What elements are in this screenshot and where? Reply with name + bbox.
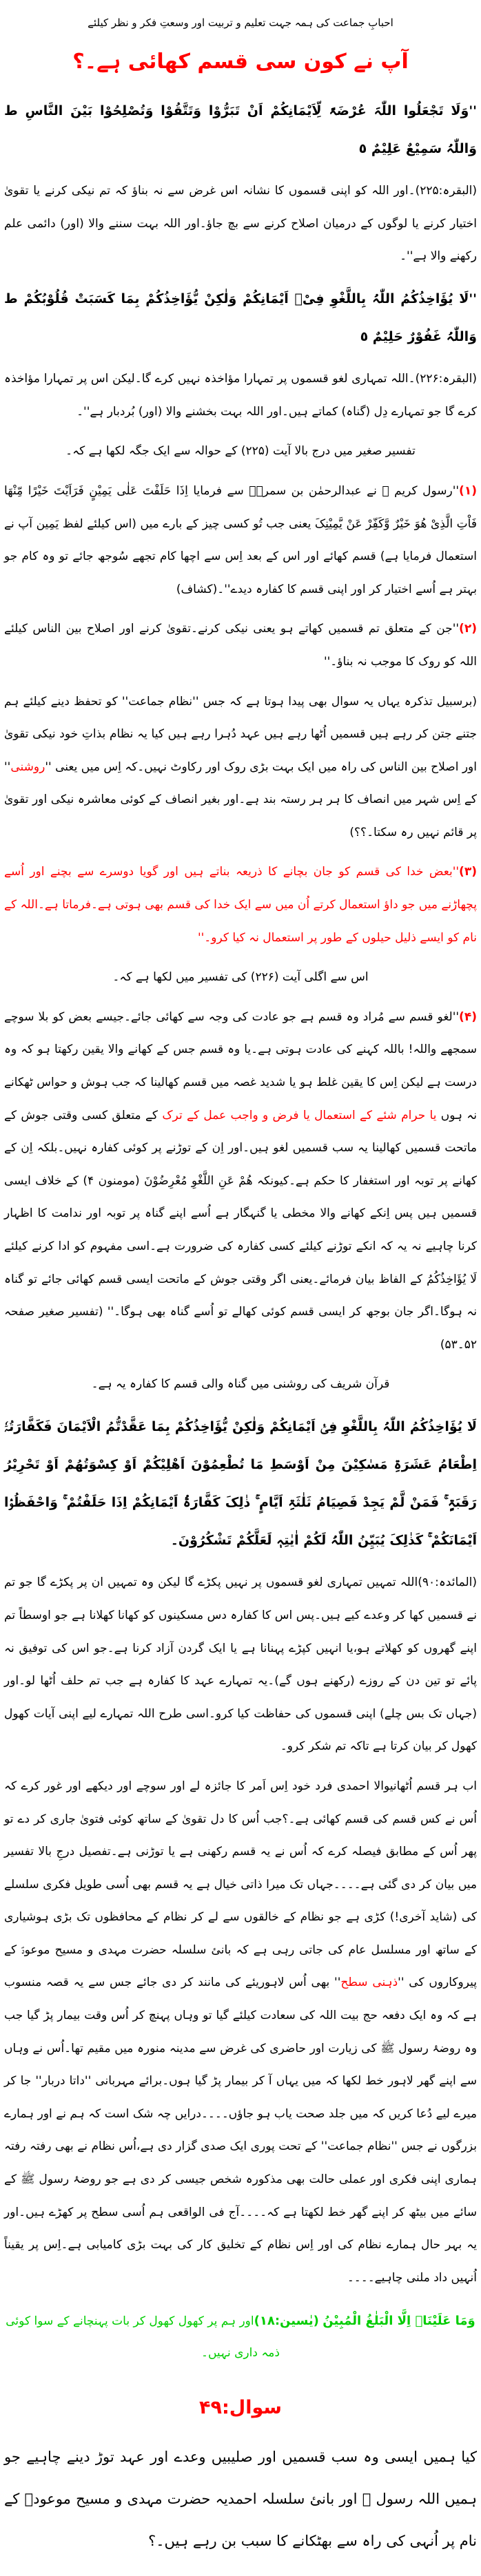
reflection-highlight-zehni-satah: ذہنی سطح [340,1976,398,1990]
tafsir-item-1 [4,475,477,606]
aside-commentary [4,686,477,850]
aside-text-pre: (برسبیل تذکرہ یہاں یہ سوال بھی پیدا ہوتا ہے کہ جس ''نظام جماعت'' کو تحفظ دینے کیلئے ہم جتنے جتن کر رہے ہیں قسمیں اُٹھا رہے ہیں عہد دُہرا رہے ہیں کیا یہ نظام بذاتِ خود نیکی تقویٰ اور اصلاح بین الناس کی راہ میں ایک بہت بڑی روک اور رکاوٹ نہیں۔کہ اِس میں یعنی '' [4,694,477,774]
item-1-text: ''رسول کریم ﷺ نے عبدالرحمٰن بن سمرہؓ سے فرمایا اِذَا حَلَفْتَ عَلٰی یَمِیْنٍ فَرَاَیْتَ خَیْرًا مِّنْھَا فَاْتِ الَّذِیْ ھُوَ خَیْرٌ وَّکَفِّرْ عَنْ یَّمِیْنِکَ یعنی جب تُو کسی چیز کے بارے میں (اس کیلئے لفظ یَمِین آپ نے استعمال فرمایا ہے) قسم کھائے اور اس کے بعد اِس سے اچھا کام تجھے سُوجھ جائے تو وہ کام جو بہتر ہے اُسے اختیار کر اور اپنی قسم کا کفارہ دیدے''۔(کشاف) [4,483,477,596]
tafsir-reference-note-1: تفسیر صغیر میں درج بالا آیت (۲۲۵) کے حوالہ سے ایک جگہ لکھا ہے کہ۔ [65,444,416,459]
item-3-text: ''بعض خدا کی قسم کو جان بچانے کا ذریعہ بناتے ہیں اور گویا دوسرے سے بچنے اور اُسے پچھاڑنے میں جو داؤ استعمال کرتے اُن میں سے ایک خدا کی قسم بھی ہوتی ہے۔فرماتا ہے۔اللہ کے نام کو ایسے ذلیل حیلوں کے طور پر استعمال نہ کیا کرو۔'' [4,865,477,945]
quran-verse-maidah-90: لَا یُؤَاخِذُکُمُ اللّٰہُ بِاللَّغْوِ فِیْۤ اَیْمَانِکُمْ وَلٰکِنْ یُّؤَاخِذُکُمْ بِمَا عَقَّدْتُّمُ الْاَیْمَانَ فَکَفَّارَتُہٗۤ اِطْعَامُ عَشَرَۃِ مَسٰکِیْنَ مِنْ اَوْسَطِ مَا تُطْعِمُوْنَ اَھْلِیْکُمْ اَوْ کِسْوَتُھُمْ اَوْ تَحْرِیْرُ رَقَبَۃٍ ۚ فَمَنْ لَّمْ یَجِدْ فَصِیَامُ ثَلٰثَۃِ اَیَّامٍ ۚ ذٰلِکَ کَفَّارَۃُ اَیْمَانِکُمْ اِذَا حَلَفْتُمْ ۚ وَاحْفَظُوْۤا اَیْمَانَکُمْ ۚ کَذٰلِکَ یُبَیِّنُ اللّٰہُ لَکُمْ اٰیٰتِہٖ لَعَلَّکُمْ تَشْکُرُوْنَ۔ [4,1418,477,1549]
question-heading: سوال:۴۹ [199,2397,282,2419]
tafsir-item-2 [4,613,477,678]
translation-baqarah-226: (البقرہ:۲۲۶)۔اللہ تمہاری لغو قسموں پر تمہارا مؤاخذہ نہیں کرے گا۔لیکن اس پر تمہارا مؤاخذہ کرے گا جو تمہارے دِل (گناہ) کماتے ہیں۔اور اللہ بہت بخشنے والا (اور) بُردبار ہے''۔ [4,372,477,419]
item-4-number: (۴) [459,1009,477,1024]
reflection-text-post: '' بھی اُس لاہوریئے کی مانند کر دی جائے جس سے یہ قصہ منسوب ہے کہ وہ ایک دفعہ حج بیت اللہ کی سعادت کیلئے گیا تو وہاں پہنچ کر اُس وقت بیمار پڑ گیا جب وہ روضۂ رسول ﷺ کی زیارت اور حاضری کی غرض سے مدینہ منورہ میں مقیم تھا۔اُس نے وہاں سے اپنے گھر لاہور خط لکھا کہ میں یہاں آ کر بیمار پڑ گیا ہوں۔برائے مہربانی ''داتا دربار'' جا کر میرے لیے دُعا کریں کہ میں جلد صحت یاب ہو جاؤں۔۔۔۔درایں چہ شک است کہ ہم نے اور ہمارے بزرگوں نے جس ''نظام جماعت'' کے تحت پوری ایک صدی گزار دی ہے،اُس نظام نے بھی رفتہ رفتہ ہماری اپنی فکری اور عملی حالت بھی مذکورہ شخص جیسی کر دی ہے جو روضۂ رسول ﷺ کے سائے میں بیٹھ کر اپنے گھر خط لکھتا ہے کہ۔۔۔۔آج فی الواقعی ہم اُسی سطح پر کھڑے ہیں۔اور یہ بہر حال ہمارے نظام کی اور اِس نظام کے تخلیق کار کی بہت بڑی کامیابی ہے۔اِس پر یقیناً اُنہیں داد ملنی چاہیے۔۔۔۔ [4,1976,477,2285]
tafsir-reference-note-2: اس سے اگلی آیت (۲۲۶) کی تفسیر میں لکھا ہے کہ۔ [112,970,369,985]
green-quran-quote-line [4,2305,477,2368]
question-text: کیا ہمیں ایسی وہ سب قسمیں اور صلیبیں وعدے اور عہد توڑ دینے چاہیے جو ہمیں اللہ رسول ﷺ اور بانئ سلسلہ احمدیہ حضرت مہدی و مسیح موعودؑ کے نام پر اُنہی کی راہ سے بھٹکانے کا سبب بن رہے ہیں۔؟ [4,2448,477,2549]
quran-verse-baqarah-226: ''لَا یُؤَاخِذُکُمُ اللّٰہُ بِاللَّغْوِ فِیْۤ اَیْمَانِکُمْ وَلٰکِنْ یُّؤَاخِذُکُمْ بِمَا کَسَبَتْ قُلُوْبُکُمْ ط وَاللّٰہُ غَفُوْرٌ حَلِیْمٌ ٥ [4,291,477,345]
green-quote-reference: (یٰسین:۱۸) [254,2314,319,2329]
item-1-number: (۱) [459,483,477,498]
document-tagline: احبابِ جماعت کی ہمہ جہت تعلیم و تربیت اور وسعتِ فکر و نظر کیلئے [88,17,393,29]
quran-verse-baqarah-225: ''وَلَا تَجْعَلُوا اللّٰہَ عُرْضَۃً لِّاَیْمَانِکُمْ اَنْ تَبَرُّوْا وَتَتَّقُوْا وَتُصْلِحُوْا بَیْنَ النَّاسِ ط وَاللّٰہُ سَمِیْعٌ عَلِیْمٌ ٥ [4,103,477,157]
item-4-highlight: یا حرام شئے کے استعمال یا فرض و واجب عمل کے ترک [162,1108,437,1122]
translation-maidah-90: (المائدہ:۹۰)اللہ تمہیں تمہاری لغو قسموں پر نہیں پکڑے گا لیکن وہ تمہیں ان پر پکڑے گا جو تم نے قسمیں کھا کر وعدے کیے ہیں۔پس اس کا کفارہ دس مسکینوں کو کھانا کھلانا ہے جو اوسطاً تم اپنے گھروں کو کھلاتے ہو،یا انہیں کپڑے پہنانا ہے یا ایک گردن آزاد کرنا ہے۔جو اس کی توفیق نہ پائے تو تین دن کے روزے (رکھنے ہوں گے)۔یہ تمہارے عہد کا کفارہ ہے جب تم حلف اُٹھا لو۔اور (جہاں تک بس چلے) اپنی قسموں کی حفاظت کیا کرو۔اسی طرح اللہ تمہارے لیے اپنی آیات کھول کھول کر بیان کرتا ہے تاکہ تم شکر کرو۔ [4,1575,477,1754]
translation-baqarah-225: (البقرہ:۲۲۵)۔اور اللہ کو اپنی قسموں کا نشانہ اس غرض سے نہ بناؤ کہ تم نیکی کرنے یا تقویٰ اختیار کرنے یا لوگوں کے درمیان اصلاح کرنے سے بچ جاؤ۔اور اللہ بہت سننے والا (اور) دائمی علم رکھنے والا ہے''۔ [4,184,477,264]
kaffara-intro-note: قرآن شریف کی روشنی میں گناہ والی قسم کا کفارہ یہ ہے۔ [91,1377,390,1392]
item-2-text: ''جن کے متعلق تم قسمیں کھاتے ہو یعنی نیکی کرنے۔تقویٰ کرنے اور اصلاح بین الناس کیلئے اللہ کو روک کا موجب نہ بناؤ۔'' [4,622,477,669]
tafsir-item-4 [4,1001,477,1362]
item-4-text-post: کے متعلق کسی وقتی جوش کے ماتحت قسمیں کھالینا یہ سب قسمیں لغو ہیں۔اور اِن کے توڑنے پر کوئی کفارہ نہیں۔بلکہ اِن کے کھانے پر توبہ اور استغفار کا حکم ہے۔کیونکہ ھُمْ عَنِ اللَّغْوِ مُعْرِضُوْنَ (مومنون ۴) کے خلاف ایسی قسمیں ہیں پس اِنکے کھانے والا مخطی یا گنہگار ہے اُسے اپنے گناہ پر توبہ اور ندامت کا اظہار کرنا چاہیے نہ یہ کہ انکے توڑنے کیلئے کسی کفارہ کی ضرورت ہے۔اسی مفہوم کو ادا کرنے کیلئے لَا یُؤَاخِذُکُمُ کے الفاظ بیان فرمائے۔یعنی اگر وقتی جوش کے ماتحت ایسی قسم کھائی جائے تو گناہ نہ ہوگا۔اگر جان بوجھ کر ایسی قسم کوئی کھالے تو اُسے گناہ بھی ہوگا۔'' (تفسیر صغیر صفحہ ۵۲۔۵۳) [4,1108,477,1352]
aside-text-post: '' کے اِس شہر میں انصاف کا ہر ہر رستہ بند ہے۔اور بغیر انصاف کے کوئی معاشرہ نیکی اور تقویٰ پر قائم نہیں رہ سکتا۔؟؟) [4,760,477,839]
green-quote-arabic: وَمَا عَلَیْنَاۤ اِلَّا الْبَلٰغُ الْمُبِیْنُ [323,2314,475,2329]
reflection-text-pre: اب ہر قسم اُٹھانیوالا احمدی فرد خود اِس اَمر کا جائزہ لے اور سوچے اور دیکھے اور غور کرے کہ اُس نے کس قسم کی قسم کھائی ہے۔؟جب اُس کا دل تقویٰ کے ساتھ کوئی فتویٰ جاری کر دے تو پھر اُس کے مطابق فیصلہ کرے کہ اُس نے یہ قسم رکھنی ہے یا توڑنی ہے۔تفصیل درجِ بالا تفسیر میں بیان کر دی گئی ہے۔۔۔۔جہاں تک میرا ذاتی خیال ہے یہ قسم بھی اُسی طویل فکری سلسلے کی (شاید آخری!) کڑی ہے جو نظام کے خالقوں سے لے کر نظام کے محافظوں تک بڑی ہوشیاری کے ساتھ اور مسلسل عام کی جاتی رہی ہے کہ بانئ سلسلہ حضرت مہدی و مسیح موعودؑ کے پیروکاروں کی '' [4,1779,477,1990]
item-4-text-pre: ''لغو قسم سے مُراد وہ قسم ہے جو عادت کی وجہ سے کھائی جائے۔جیسے بعض کو بلا سوچے سمجھے واللہ! باللہ کہنے کی عادت ہوتی ہے۔یا وہ قسم جس کے کھانے والا یقین رکھتا ہو کہ وہ درست ہے لیکن اِس کا یقین غلط ہو یا شدید غصہ میں قسم کھالینا کہ جب ہوش و حواس ٹھکانے نہ ہوں [4,1009,477,1122]
author-reflection [4,1770,477,2295]
item-2-number: (۲) [459,622,477,636]
page-title: آپ نے کون سی قسم کھائی ہے۔؟ [72,50,409,74]
aside-highlight-roshni: روشنی [10,760,45,774]
green-quote-urdu: اور ہم پر کھول کھول کر بات پہنچانے کے سوا کوئی ذمہ داری نہیں۔ [6,2314,280,2360]
tafsir-item-3 [4,856,477,954]
item-3-number: (۳) [459,865,477,879]
